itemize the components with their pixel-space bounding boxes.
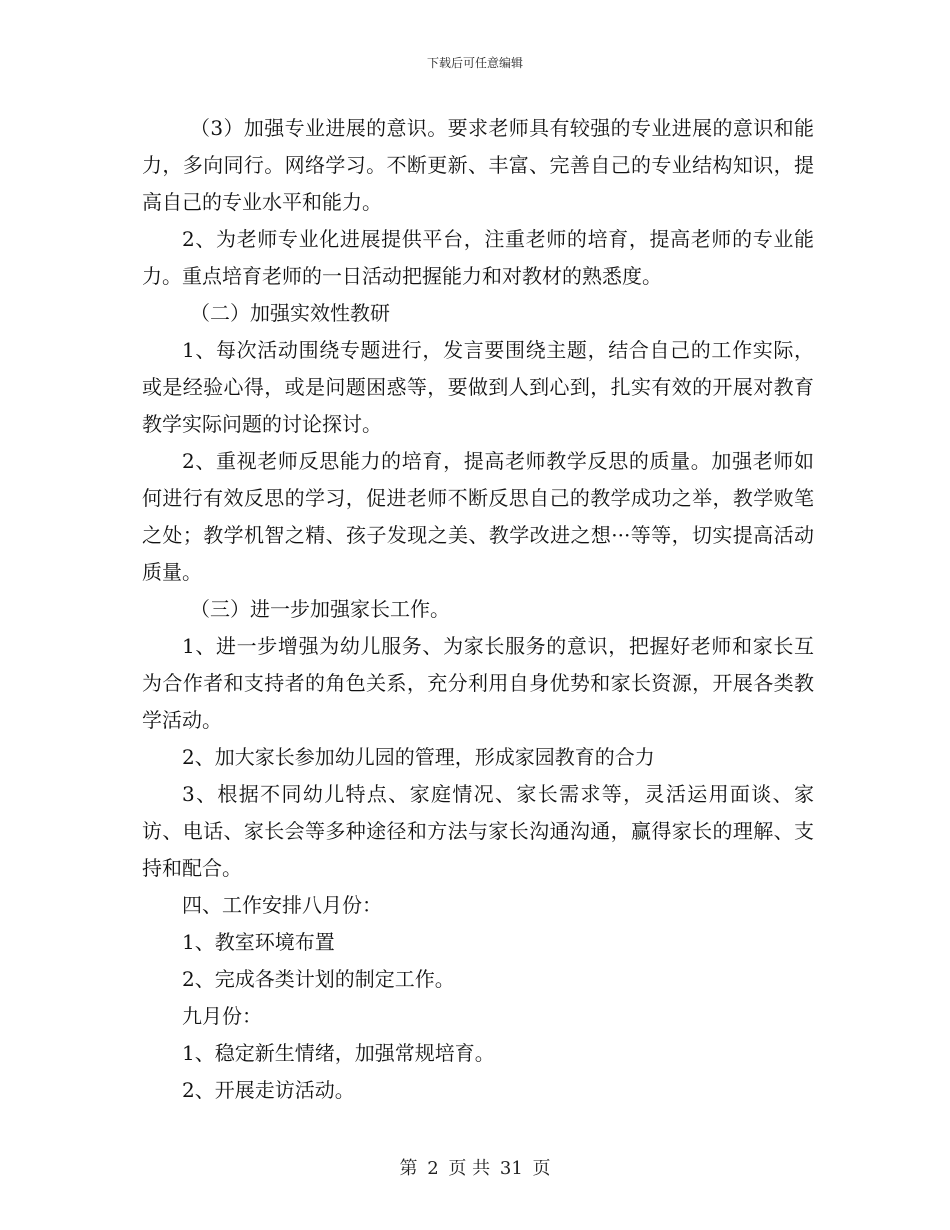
list-item-september-2: 2、开展走访活动。: [182, 1078, 355, 1102]
list-item-september-1: 1、稳定新生情绪，加强常规培育。: [182, 1041, 495, 1065]
section-heading-parents: （三）进一步加强家长工作。: [190, 597, 450, 621]
month-heading-september: 九月份：: [182, 1004, 262, 1028]
page-suffix: 页: [532, 1158, 551, 1179]
paragraph-activity-topics: 1、每次活动围绕专题进行，发言要围绕主题，结合自己的工作实际，或是经验心得，或是问题困惑等，要做到人到心到，扎实有效的开展对教育教学实际问题的讨论探讨。: [142, 338, 814, 436]
header-note: 下载后可任意编辑: [426, 56, 523, 70]
page-prefix: 第: [399, 1158, 418, 1179]
page-mid: 页 共: [448, 1158, 491, 1179]
list-item-august-1: 1、教室环境布置: [182, 930, 335, 954]
list-item-august-2: 2、完成各类计划的制定工作。: [182, 967, 455, 991]
page-current: 2: [427, 1158, 439, 1179]
paragraph-platform: 2、为老师专业化进展提供平台，注重老师的培育，提高老师的专业能力。重点培育老师的一日活动把握能力和对教材的熟悉度。: [142, 227, 814, 288]
section-heading-research: （二）加强实效性教研: [190, 301, 390, 325]
document-body: [142, 110, 814, 1109]
page-number: [0, 1154, 950, 1180]
paragraph-communication: 3、根据不同幼儿特点、家庭情况、家长需求等，灵活运用面谈、家访、电话、家长会等多种途径和方法与家长沟通沟通，赢得家长的理解、支持和配合。: [142, 782, 814, 880]
section-heading-schedule: 四、工作安排八月份：: [182, 893, 382, 917]
paragraph-reflection: 2、重视老师反思能力的培育，提高老师教学反思的质量。加强老师如何进行有效反思的学习，促进老师不断反思自己的教学成功之举，教学败笔之处；教学机智之精、孩子发现之美、教学改进之想···等等，切实提高活动质量。: [142, 449, 814, 584]
paragraph-parent-management: 2、加大家长参加幼儿园的管理，形成家园教育的合力: [182, 745, 655, 769]
paragraph-service-awareness: 1、进一步增强为幼儿服务、为家长服务的意识，把握好老师和家长互为合作者和支持者的角色关系，充分利用自身优势和家长资源，开展各类教学活动。: [142, 634, 814, 732]
page-total: 31: [499, 1158, 523, 1179]
paragraph-professional-awareness: （3）加强专业进展的意识。要求老师具有较强的专业进展的意识和能力，多向同行。网络学习。不断更新、丰富、完善自己的专业结构知识，提高自己的专业水平和能力。: [142, 116, 814, 214]
